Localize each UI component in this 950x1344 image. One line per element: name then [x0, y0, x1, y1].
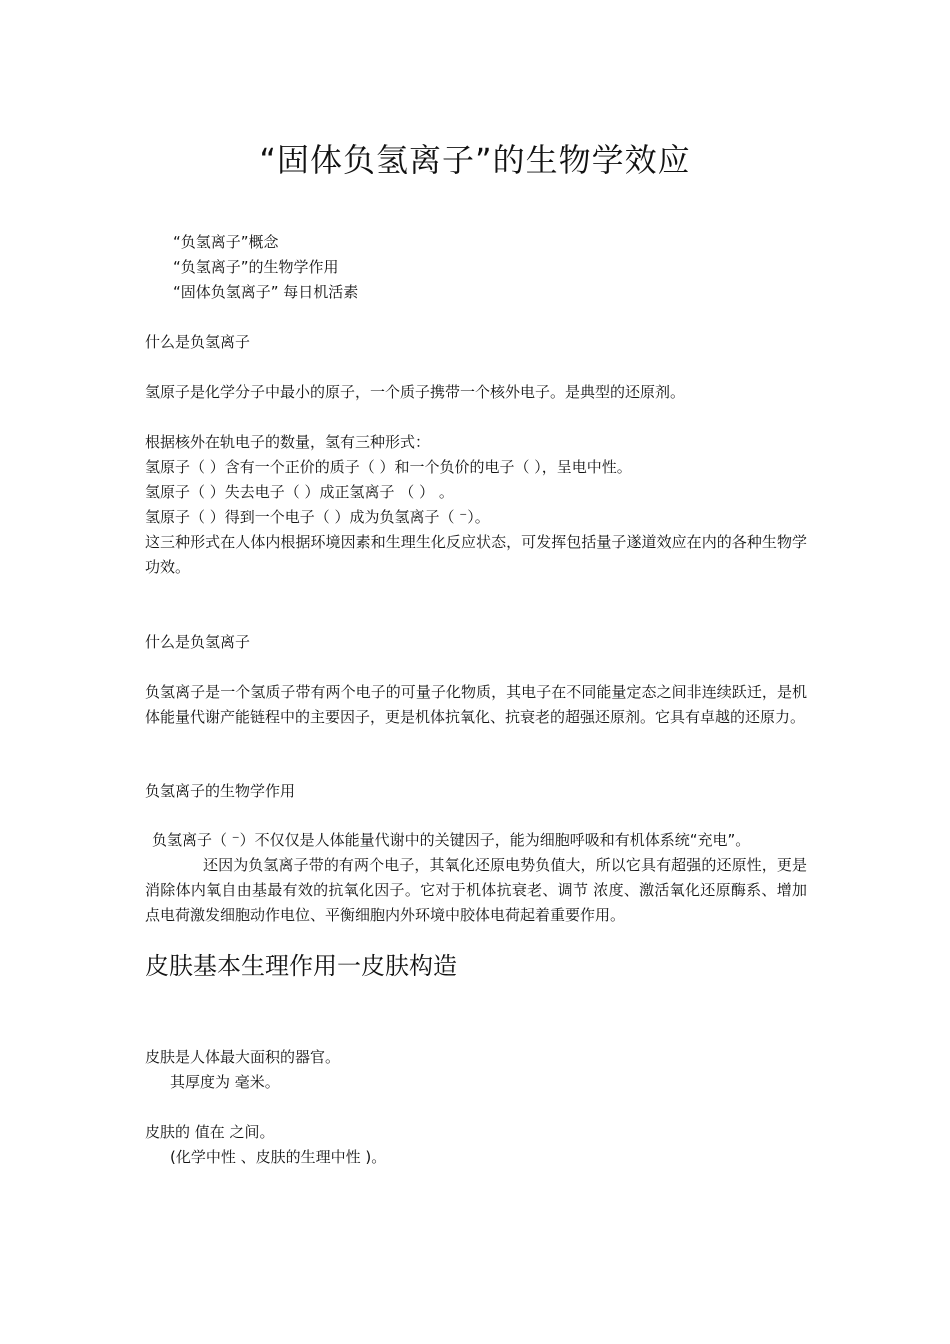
toc-item-solid-hydride: “固体负氢离子” 每日机活素	[173, 283, 359, 301]
hydrogen-form-cation: 氢原子（ ）失去电子（ ）成正氢离子 （ ） 。	[145, 483, 454, 501]
skin-line-thickness: 其厚度为 毫米。	[170, 1073, 280, 1091]
section1-forms-intro: 根据核外在轨电子的数量，氢有三种形式：	[145, 433, 431, 451]
section2-body: 负氢离子是一个氢质子带有两个电子的可量子化物质，其电子在不同能量定态之间非连续跃迁，是机体能量代谢产能链程中的主要因子，更是机体抗氧化、抗衰老的超强还原剂。它具有卓越的还原力。	[145, 683, 807, 726]
section3-line1: 负氢离子（ ⁻）不仅仅是人体能量代谢中的关键因子，能为细胞呼吸和有机体系统“充电”。	[152, 831, 751, 849]
section3-body: 还因为负氢离子带的有两个电子，其氧化还原电势负值大，所以它具有超强的还原性，更是消除体内氧自由基最有效的抗氧化因子。它对于机体抗衰老、调节 浓度、激活氧化还原酶系、增加点电荷激发细胞动作电位、平衡细胞内外环境中胶体电荷起着重要作用。	[145, 856, 807, 924]
hydrogen-form-anion: 氢原子（ ）得到一个电子（ ）成为负氢离子（ ⁻）。	[145, 508, 490, 526]
section1-intro: 氢原子是化学分子中最小的原子，一个质子携带一个核外电子。是典型的还原剂。	[145, 383, 686, 401]
section1-summary: 这三种形式在人体内根据环境因素和生理生化反应状态，可发挥包括量子遂道效应在内的各种生物学功效。	[145, 533, 807, 576]
document-title: “固体负氢离子”的生物学效应	[259, 141, 691, 179]
skin-line-ph: 皮肤的 值在 之间。	[145, 1123, 275, 1141]
section4-heading: 皮肤基本生理作用一皮肤构造	[145, 952, 457, 980]
hydrogen-form-atom: 氢原子（ ）含有一个正价的质子（ ）和一个负价的电子（ ），呈电中性。	[145, 458, 632, 476]
section1-heading: 什么是负氢离子	[145, 333, 251, 351]
toc-item-concept: “负氢离子”概念	[173, 233, 279, 251]
toc-item-biological-role: “负氢离子”的生物学作用	[173, 258, 339, 276]
section3-heading: 负氢离子的生物学作用	[145, 782, 296, 800]
skin-line-organ: 皮肤是人体最大面积的器官。	[145, 1048, 341, 1066]
skin-line-neutral: (化学中性 、皮肤的生理中性 )。	[170, 1148, 387, 1166]
section2-heading: 什么是负氢离子	[145, 633, 251, 651]
